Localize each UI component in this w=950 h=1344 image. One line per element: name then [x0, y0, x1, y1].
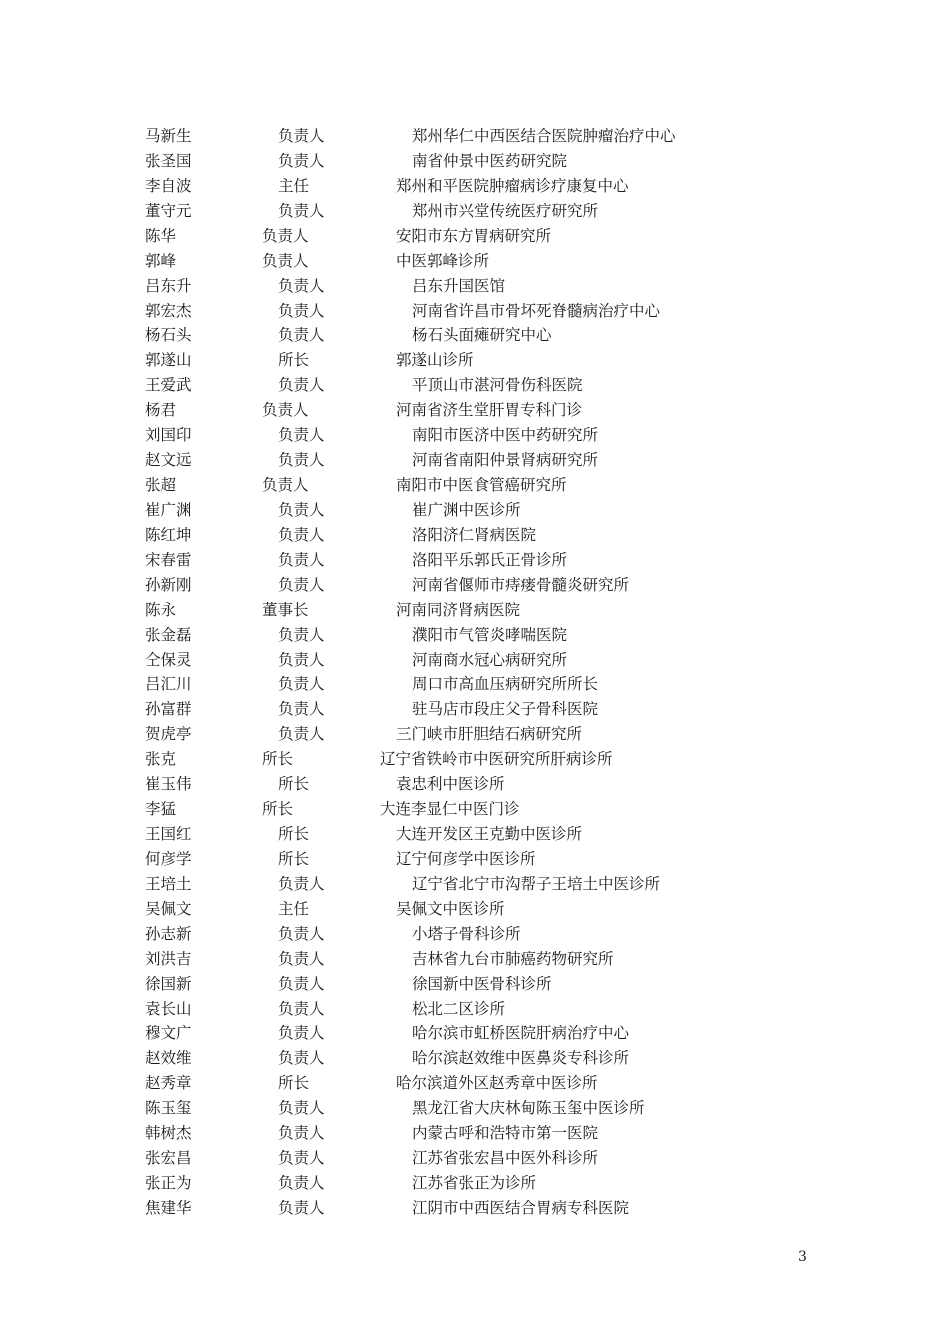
- person-title: 负责人: [278, 451, 325, 470]
- list-item: [0, 1071, 950, 1095]
- person-title: 负责人: [262, 226, 309, 245]
- organization-name: 洛阳平乐郭氏正骨诊所: [412, 550, 568, 569]
- person-title: 负责人: [278, 426, 325, 445]
- person-name: 刘国印: [145, 426, 192, 445]
- organization-name: 河南商水冠心病研究所: [412, 650, 568, 669]
- list-item: [0, 348, 950, 372]
- organization-name: 南省仲景中医药研究院: [412, 151, 568, 170]
- person-name: 郭遂山: [145, 351, 192, 370]
- organization-name: 河南省许昌市骨坏死脊髓病治疗中心: [412, 301, 661, 320]
- organization-name: 吕东升国医馆: [412, 276, 506, 295]
- list-item: [0, 149, 950, 173]
- organization-name: 辽宁何彦学中医诊所: [396, 849, 536, 868]
- page-number: 3: [798, 1249, 807, 1265]
- organization-name: 三门峡市肝胆结石病研究所: [396, 725, 583, 744]
- list-item: [0, 1096, 950, 1120]
- person-name: 陈华: [145, 226, 177, 245]
- organization-name: 哈尔滨赵效维中医鼻炎专科诊所: [412, 1049, 630, 1068]
- list-item: [0, 997, 950, 1021]
- person-name: 徐国新: [145, 974, 192, 993]
- organization-name: 杨石头面瘫研究中心: [412, 326, 552, 345]
- person-title: 负责人: [278, 949, 325, 968]
- organization-name: 黑龙江省大庆林甸陈玉玺中医诊所: [412, 1099, 645, 1118]
- person-name: 王培土: [145, 874, 192, 893]
- list-item: [0, 1046, 950, 1070]
- person-title: 负责人: [278, 1149, 325, 1168]
- list-item: [0, 249, 950, 273]
- person-name: 李猛: [145, 800, 177, 819]
- person-name: 杨石头: [145, 326, 192, 345]
- person-title: 负责人: [278, 700, 325, 719]
- person-name: 吕东升: [145, 276, 192, 295]
- person-title: 负责人: [278, 1198, 325, 1217]
- organization-name: 松北二区诊所: [412, 999, 506, 1018]
- person-name: 袁长山: [145, 999, 192, 1018]
- organization-name: 河南省济生堂肝胃专科门诊: [396, 401, 583, 420]
- person-name: 马新生: [145, 127, 192, 145]
- person-title: 主任: [278, 899, 310, 918]
- list-item: [0, 972, 950, 996]
- organization-name: 平顶山市湛河骨伤科医院: [412, 376, 583, 395]
- person-title: 负责人: [278, 999, 325, 1018]
- list-item: [0, 672, 950, 696]
- organization-name: 大连开发区王克勤中医诊所: [396, 825, 583, 844]
- organization-name: 崔广渊中医诊所: [412, 500, 521, 519]
- person-name: 宋春雷: [145, 550, 192, 569]
- person-title: 负责人: [278, 1049, 325, 1068]
- person-title: 负责人: [278, 326, 325, 345]
- list-item: [0, 822, 950, 846]
- person-name: 孙富群: [145, 700, 192, 719]
- organization-name: 内蒙古呼和浩特市第一医院: [412, 1124, 599, 1143]
- person-name: 韩树杰: [145, 1124, 192, 1143]
- person-title: 所长: [262, 750, 294, 769]
- list-item: [0, 448, 950, 472]
- organization-name: 濮阳市气管炎哮喘医院: [412, 625, 568, 644]
- list-item: [0, 847, 950, 871]
- person-title: 负责人: [278, 201, 325, 220]
- person-title: 负责人: [278, 550, 325, 569]
- list-item: [0, 623, 950, 647]
- organization-name: 郑州市兴堂传统医疗研究所: [412, 201, 599, 220]
- organization-name: 洛阳济仁肾病医院: [412, 525, 537, 544]
- organization-name: 南阳市医济中医中药研究所: [412, 426, 599, 445]
- organization-name: 徐国新中医骨科诊所: [412, 974, 552, 993]
- organization-name: 辽宁省北宁市沟帮子王培土中医诊所: [412, 874, 661, 893]
- organization-name: 郑州和平医院肿瘤病诊疗康复中心: [396, 176, 629, 195]
- person-name: 崔广渊: [145, 500, 192, 519]
- person-title: 负责人: [278, 525, 325, 544]
- person-name: 何彦学: [145, 849, 192, 868]
- person-name: 张圣国: [145, 151, 192, 170]
- person-title: 董事长: [262, 600, 309, 619]
- person-title: 负责人: [278, 1099, 325, 1118]
- list-item: [0, 199, 950, 223]
- person-title: 负责人: [278, 1174, 325, 1193]
- list-item: [0, 922, 950, 946]
- person-title: 负责人: [262, 476, 309, 495]
- list-item: [0, 797, 950, 821]
- person-name: 孙志新: [145, 924, 192, 943]
- person-name: 王国红: [145, 825, 192, 844]
- person-title: 负责人: [278, 276, 325, 295]
- list-item: [0, 648, 950, 672]
- person-name: 郭宏杰: [145, 301, 192, 320]
- person-title: 负责人: [278, 974, 325, 993]
- person-title: 负责人: [278, 575, 325, 594]
- person-name: 杨君: [145, 401, 177, 420]
- list-item: [0, 947, 950, 971]
- person-name: 刘洪吉: [145, 949, 192, 968]
- person-title: 所长: [278, 849, 310, 868]
- person-name: 赵效维: [145, 1049, 192, 1068]
- list-item: [0, 1196, 950, 1220]
- organization-name: 大连李显仁中医门诊: [380, 800, 520, 819]
- person-name: 焦建华: [145, 1198, 192, 1217]
- list-item: [0, 224, 950, 248]
- person-name: 张克: [145, 750, 177, 769]
- person-title: 所长: [262, 800, 294, 819]
- organization-name: 中医郭峰诊所: [396, 251, 490, 270]
- list-item: [0, 1171, 950, 1195]
- list-item: [0, 1121, 950, 1145]
- organization-name: 哈尔滨市虹桥医院肝病治疗中心: [412, 1024, 630, 1043]
- organization-name: 河南省偃师市痔瘘骨髓炎研究所: [412, 575, 630, 594]
- person-name: 张金磊: [145, 625, 192, 644]
- list-item: [0, 174, 950, 198]
- list-item: [0, 897, 950, 921]
- list-item: [0, 498, 950, 522]
- person-name: 赵秀章: [145, 1074, 192, 1093]
- person-title: 负责人: [278, 127, 325, 145]
- list-item: [0, 872, 950, 896]
- list-item: [0, 598, 950, 622]
- organization-name: 周口市高血压病研究所所长: [412, 675, 599, 694]
- organization-name: 袁忠利中医诊所: [396, 775, 505, 794]
- organization-name: 安阳市东方胃病研究所: [396, 226, 552, 245]
- list-item: [0, 323, 950, 347]
- organization-name: 小塔子骨科诊所: [412, 924, 521, 943]
- person-title: 负责人: [278, 874, 325, 893]
- person-title: 所长: [278, 351, 310, 370]
- list-item: [0, 398, 950, 422]
- person-name: 赵文远: [145, 451, 192, 470]
- list-item: [0, 1146, 950, 1170]
- list-item: [0, 747, 950, 771]
- person-title: 负责人: [262, 251, 309, 270]
- organization-name: 江苏省张正为诊所: [412, 1174, 537, 1193]
- organization-name: 吴佩文中医诊所: [396, 899, 505, 918]
- person-title: 负责人: [278, 301, 325, 320]
- list-item: [0, 423, 950, 447]
- person-name: 张正为: [145, 1174, 192, 1193]
- organization-name: 驻马店市段庄父子骨科医院: [412, 700, 599, 719]
- person-title: 负责人: [278, 675, 325, 694]
- person-title: 所长: [278, 775, 310, 794]
- person-title: 负责人: [262, 401, 309, 420]
- person-name: 穆文广: [145, 1024, 192, 1043]
- person-name: 贺虎亭: [145, 725, 192, 744]
- list-item: [0, 548, 950, 572]
- person-name: 仝保灵: [145, 650, 192, 669]
- person-title: 负责人: [278, 725, 325, 744]
- organization-name: 郑州华仁中西医结合医院肿瘤治疗中心: [412, 127, 676, 145]
- person-title: 负责人: [278, 625, 325, 644]
- person-name: 陈红坤: [145, 525, 192, 544]
- organization-name: 江苏省张宏昌中医外科诊所: [412, 1149, 599, 1168]
- list-item: [0, 299, 950, 323]
- person-name: 董守元: [145, 201, 192, 220]
- person-title: 负责人: [278, 1124, 325, 1143]
- list-item: [0, 124, 950, 148]
- list-item: [0, 473, 950, 497]
- person-title: 负责人: [278, 1024, 325, 1043]
- list-item: [0, 772, 950, 796]
- person-title: 负责人: [278, 500, 325, 519]
- person-title: 所长: [278, 1074, 310, 1093]
- person-title: 主任: [278, 176, 310, 195]
- person-title: 负责人: [278, 151, 325, 170]
- person-name: 张超: [145, 476, 177, 495]
- person-name: 陈玉玺: [145, 1099, 192, 1118]
- organization-name: 河南省南阳仲景肾病研究所: [412, 451, 599, 470]
- list-item: [0, 274, 950, 298]
- person-title: 负责人: [278, 924, 325, 943]
- person-name: 陈永: [145, 600, 177, 619]
- list-item: [0, 722, 950, 746]
- organization-name: 吉林省九台市肺癌药物研究所: [412, 949, 614, 968]
- organization-name: 南阳市中医食管癌研究所: [396, 476, 567, 495]
- person-name: 吕汇川: [145, 675, 192, 694]
- organization-name: 郭遂山诊所: [396, 351, 474, 370]
- list-item: [0, 573, 950, 597]
- person-name: 张宏昌: [145, 1149, 192, 1168]
- person-name: 李自波: [145, 176, 192, 195]
- list-item: [0, 1021, 950, 1045]
- organization-name: 河南同济肾病医院: [396, 600, 521, 619]
- list-item: [0, 523, 950, 547]
- list-item: [0, 697, 950, 721]
- person-name: 郭峰: [145, 251, 177, 270]
- person-title: 所长: [278, 825, 310, 844]
- person-name: 吴佩文: [145, 899, 192, 918]
- person-name: 王爱武: [145, 376, 192, 395]
- list-item: [0, 373, 950, 397]
- person-title: 负责人: [278, 376, 325, 395]
- person-name: 孙新刚: [145, 575, 192, 594]
- organization-name: 江阴市中西医结合胃病专科医院: [412, 1198, 630, 1217]
- person-name: 崔玉伟: [145, 775, 192, 794]
- organization-name: 哈尔滨道外区赵秀章中医诊所: [396, 1074, 598, 1093]
- person-title: 负责人: [278, 650, 325, 669]
- organization-name: 辽宁省铁岭市中医研究所肝病诊所: [380, 750, 613, 769]
